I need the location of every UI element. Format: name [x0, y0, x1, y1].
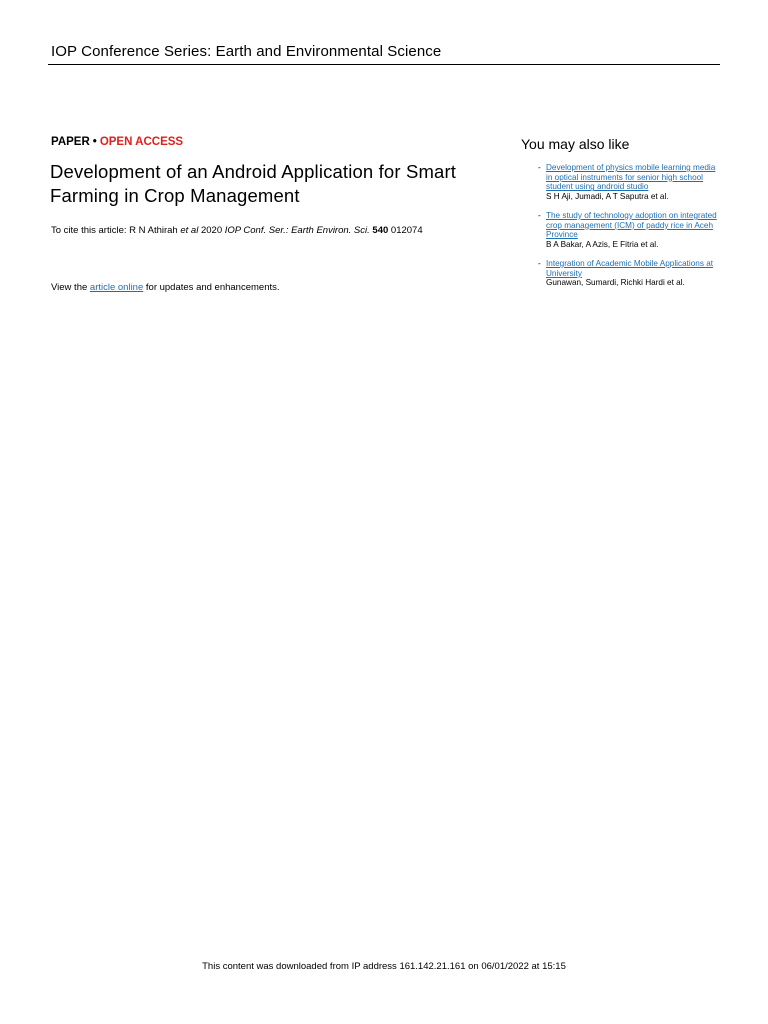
cite-volume: 540 — [372, 225, 389, 236]
list-dash: - — [538, 259, 541, 268]
journal-title: IOP Conference Series: Earth and Environmental Science — [51, 43, 442, 60]
related-article-item — [538, 211, 723, 249]
download-footer: This content was downloaded from IP address 161.142.21.161 on 06/01/2022 at 15:15 — [202, 961, 566, 972]
cite-article-number: 012074 — [390, 225, 423, 236]
related-article-authors: S H Aji, Jumadi, A T Saputra et al. — [546, 191, 669, 201]
list-dash: - — [538, 211, 541, 220]
open-access-label: OPEN ACCESS — [99, 136, 184, 148]
journal-header — [48, 42, 720, 65]
article-online-link[interactable]: article online — [89, 282, 144, 293]
related-article-authors: B A Bakar, A Azis, E Fitria et al. — [546, 239, 659, 249]
related-article-item — [538, 163, 723, 201]
list-dash: - — [538, 163, 541, 172]
paper-label: PAPER — [51, 136, 90, 148]
view-online-line — [51, 282, 280, 293]
citation-line — [51, 225, 423, 236]
related-articles-title: You may also like — [521, 136, 630, 152]
cite-journal: IOP Conf. Ser.: Earth Environ. Sci. — [224, 225, 370, 236]
cite-prefix: To cite this article: R N Athirah — [51, 225, 178, 236]
related-article-link[interactable]: Integration of Academic Mobile Applications at University — [546, 259, 714, 278]
cite-year: 2020 — [200, 225, 223, 236]
tag-separator: • — [92, 136, 97, 148]
related-article-authors: Gunawan, Sumardi, Richki Hardi et al. — [546, 278, 685, 288]
related-article-link[interactable]: The study of technology adoption on integrated crop management (ICM) of paddy rice in Aceh Province — [546, 211, 717, 240]
related-article-item — [538, 259, 723, 288]
view-prefix: View the — [51, 282, 88, 293]
cite-etal: et al — [180, 225, 199, 236]
paper-type-tag — [51, 136, 183, 148]
related-article-link[interactable]: Development of physics mobile learning media in optical instruments for senior high school student using android studio — [546, 163, 716, 192]
article-title: Development of an Android Application for Smart Farming in Crop Management — [50, 161, 457, 206]
view-suffix: for updates and enhancements. — [145, 282, 280, 293]
